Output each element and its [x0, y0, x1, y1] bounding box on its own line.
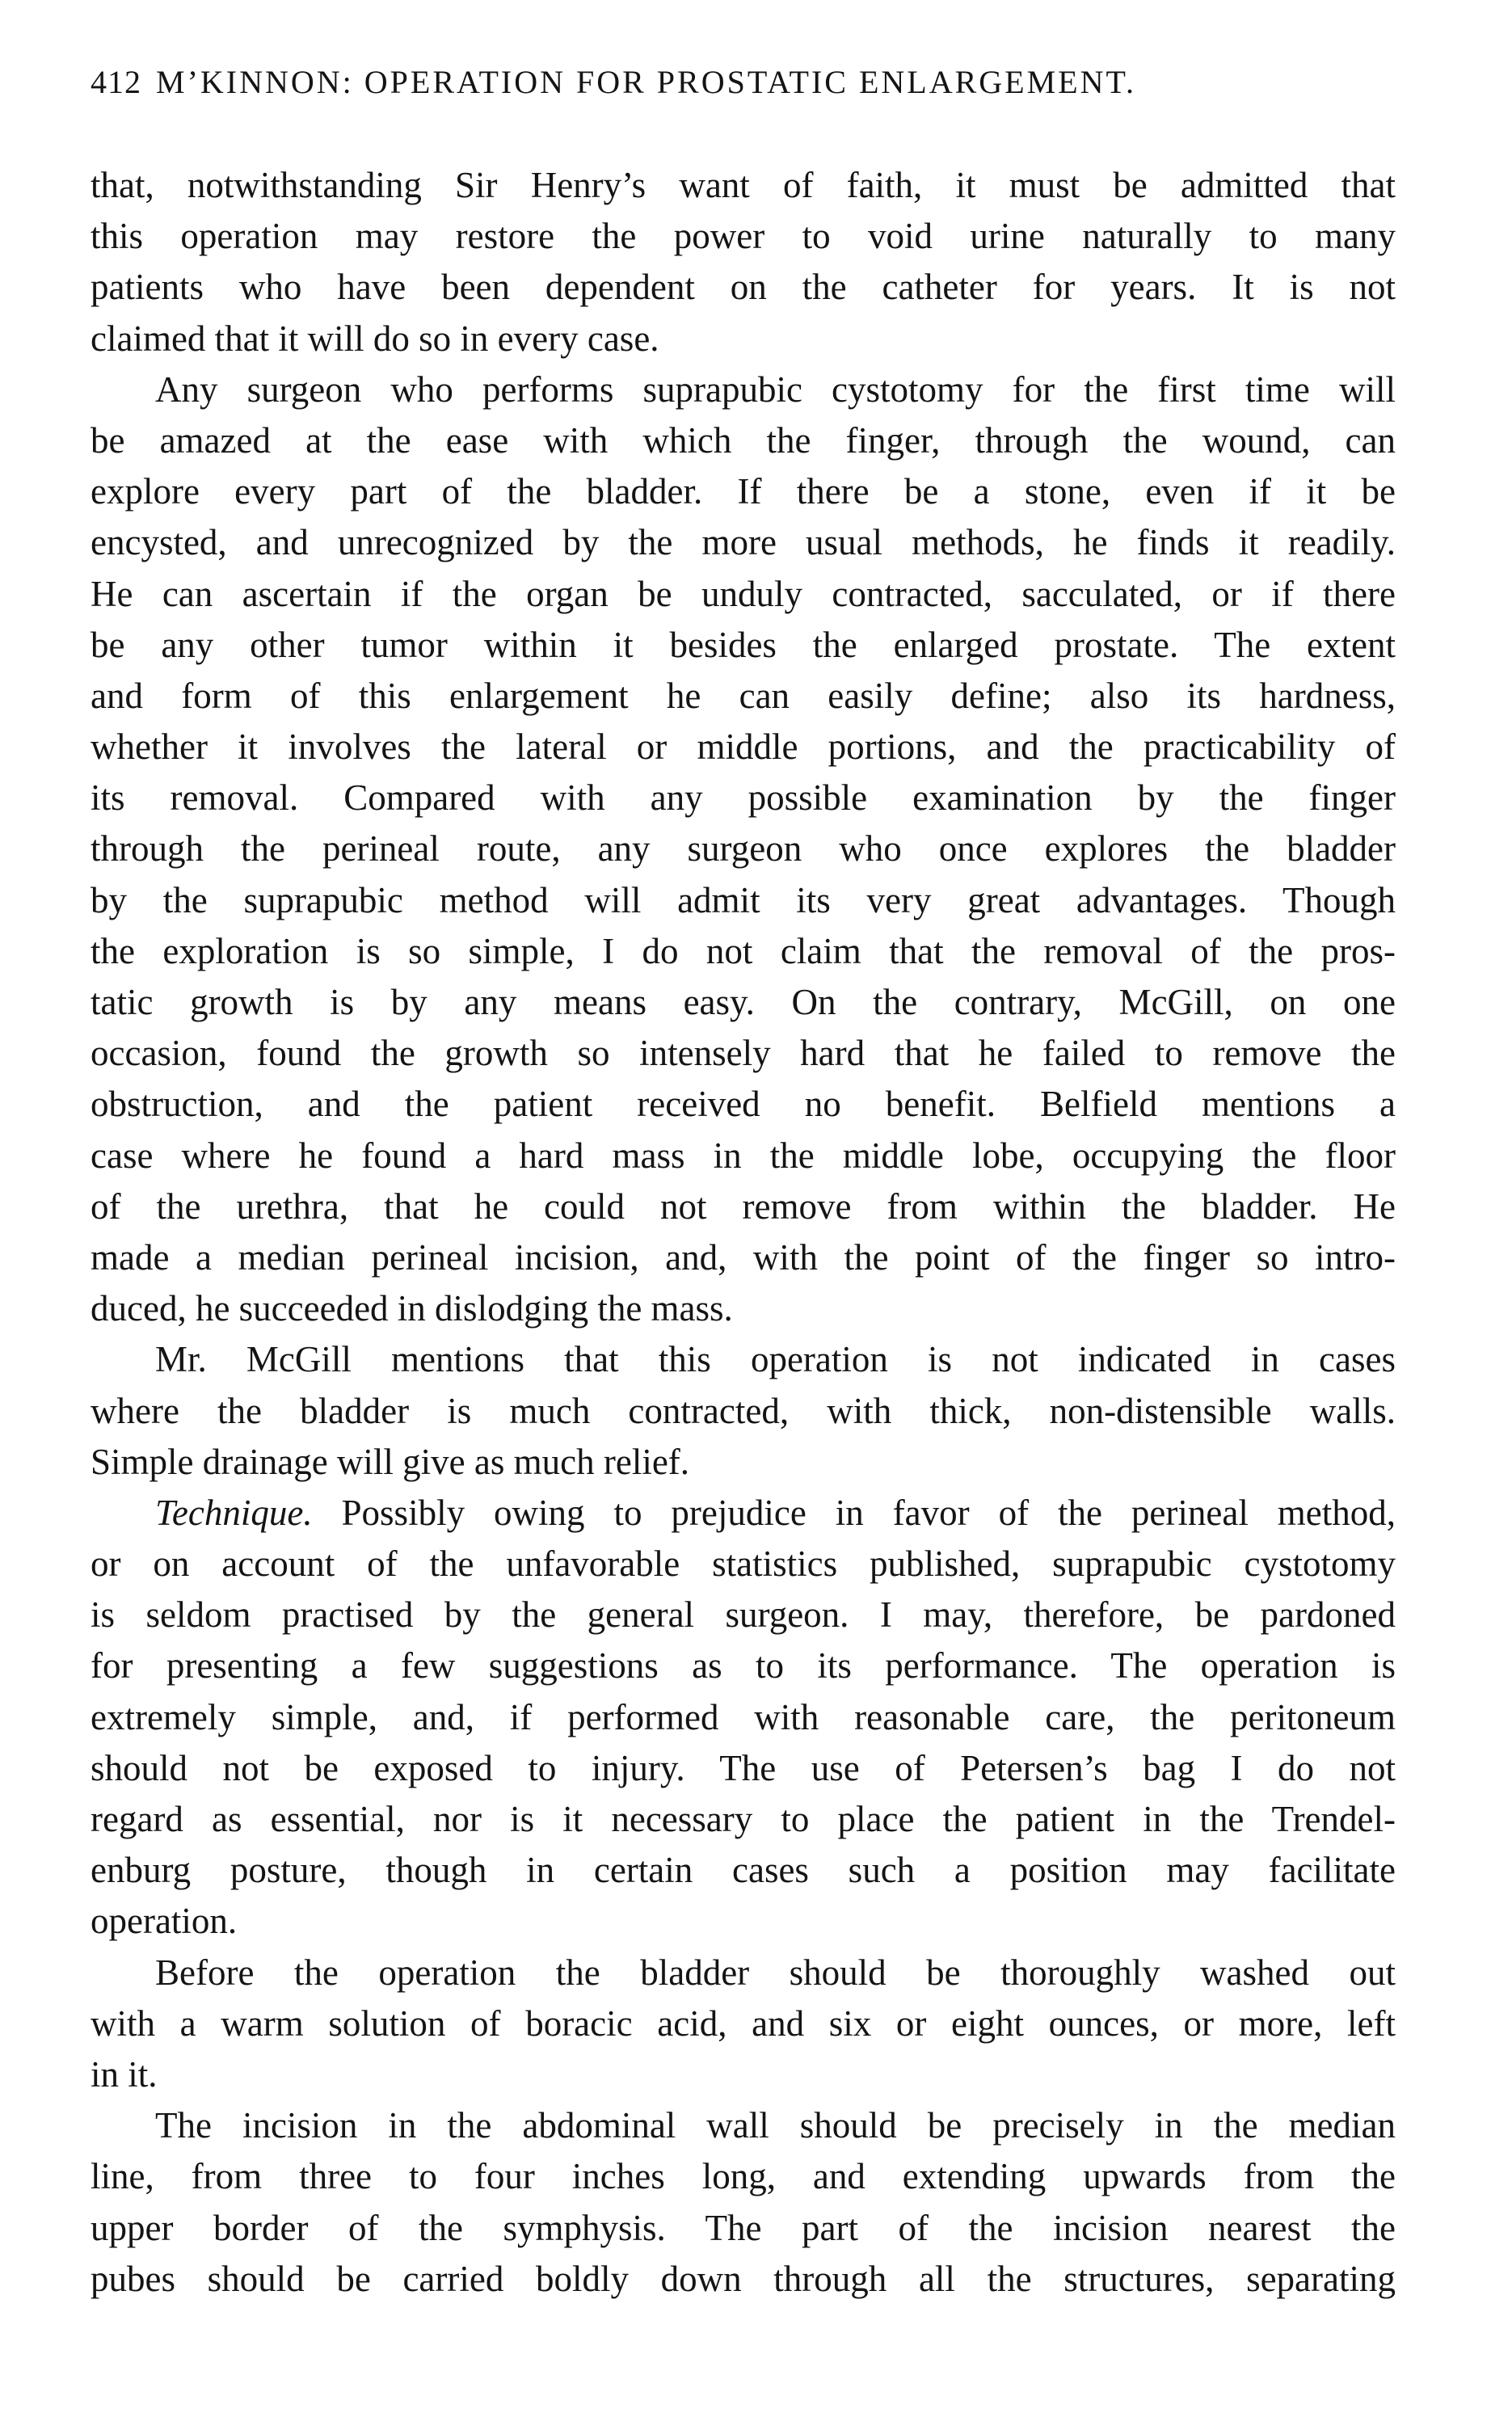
- text-line: tatic growth is by any means easy. On the contrary, McGill, on one: [91, 982, 1396, 1022]
- text-line: claimed that it will do so in every case.: [91, 318, 659, 359]
- text-line: He can ascertain if the organ be unduly contracted, sacculated, or if there: [91, 573, 1396, 614]
- text-line: patients who have been dependent on the catheter for years. It is not: [91, 267, 1396, 308]
- paragraph: [91, 1948, 1396, 2101]
- text-line: in it.: [91, 2053, 158, 2095]
- text-line: Simple drainage will give as much relief.: [91, 1441, 690, 1482]
- text-run: Possibly owing to prejudice in favor of the perineal method,: [312, 1492, 1396, 1533]
- text-line: pubes should be carried boldly down through all the structures, separating: [91, 2258, 1396, 2299]
- text-line: regard as essential, nor is it necessary to place the patient in the Trendel-: [91, 1799, 1396, 1839]
- text-line: that, notwithstanding Sir Henry’s want of faith, it must be admitted that: [91, 165, 1396, 205]
- text-line: explore every part of the bladder. If there be a stone, even if it be: [91, 471, 1396, 512]
- text-line: is seldom practised by the general surgeon. I may, therefore, be pardoned: [91, 1594, 1396, 1636]
- text-line: Before the operation the bladder should be thoroughly washed out: [155, 1952, 1396, 1993]
- paragraph: [91, 1334, 1396, 1488]
- text-line: operation.: [91, 1901, 238, 1942]
- text-line: and form of this enlargement he can easily define; also its hardness,: [91, 675, 1396, 716]
- text-line: through the perineal route, any surgeon who once explores the bladder: [91, 828, 1396, 870]
- text-line: enburg posture, though in certain cases such a position may facilitate: [91, 1850, 1396, 1891]
- paragraph: [91, 1488, 1396, 1948]
- text-line: duced, he succeeded in dislodging the mass.: [91, 1288, 733, 1329]
- text-line: be any other tumor within it besides the enlarged prostate. The extent: [91, 624, 1396, 665]
- text-line: whether it involves the lateral or middle portions, and the practicability of: [91, 726, 1396, 768]
- text-line: should not be exposed to injury. The use of Petersen’s bag I do not: [91, 1747, 1396, 1788]
- section-lead: Technique.: [155, 1492, 313, 1533]
- text-line: encysted, and unrecognized by the more usual methods, he finds it readily.: [91, 522, 1396, 563]
- text-line: occasion, found the growth so intensely hard that he failed to remove the: [91, 1033, 1396, 1074]
- text-line: of the urethra, that he could not remove from within the bladder. He: [91, 1185, 1396, 1227]
- text-line: the exploration is so simple, I do not claim that the removal of the pros-: [91, 930, 1396, 971]
- text-line: Mr. McGill mentions that this operation is not indicated in cases: [155, 1339, 1396, 1380]
- text-line: upper border of the symphysis. The part of the incision nearest the: [91, 2207, 1396, 2248]
- text-line: this operation may restore the power to void urine naturally to many: [91, 216, 1396, 257]
- text-line: or on account of the unfavorable statistics published, suprapubic cystotomy: [91, 1543, 1396, 1585]
- paragraph: [91, 2100, 1396, 2305]
- text-line: case where he found a hard mass in the middle lobe, occupying the floor: [91, 1135, 1396, 1176]
- text-line: with a warm solution of boracic acid, and six or eight ounces, or more, left: [91, 2002, 1396, 2044]
- running-head: [91, 63, 1464, 102]
- text-line: [91, 1488, 1396, 1539]
- text-line: Any surgeon who performs suprapubic cystotomy for the first time will: [155, 368, 1396, 410]
- text-line: obstruction, and the patient received no benefit. Belfield mentions a: [91, 1084, 1396, 1125]
- paragraph: [91, 160, 1396, 364]
- running-title: M’KINNON: OPERATION FOR PROSTATIC ENLARGEMENT.: [156, 64, 1136, 100]
- text-line: where the bladder is much contracted, with thick, non-distensible walls.: [91, 1390, 1396, 1431]
- text-line: be amazed at the ease with which the finger, through the wound, can: [91, 419, 1396, 461]
- page-number: 412: [91, 64, 141, 100]
- text-line: The incision in the abdominal wall should be precisely in the median: [155, 2105, 1396, 2146]
- text-line: for presenting a few suggestions as to its performance. The operation is: [91, 1645, 1396, 1687]
- text-line: by the suprapubic method will admit its very great advantages. Though: [91, 879, 1396, 920]
- text-line: line, from three to four inches long, and extending upwards from the: [91, 2156, 1396, 2197]
- text-line: its removal. Compared with any possible examination by the finger: [91, 777, 1396, 819]
- paragraph: [91, 364, 1396, 1335]
- body-text: [91, 160, 1396, 2305]
- text-line: made a median perineal incision, and, with the point of the finger so intro-: [91, 1236, 1396, 1278]
- text-line: extremely simple, and, if performed with reasonable care, the peritoneum: [91, 1696, 1396, 1737]
